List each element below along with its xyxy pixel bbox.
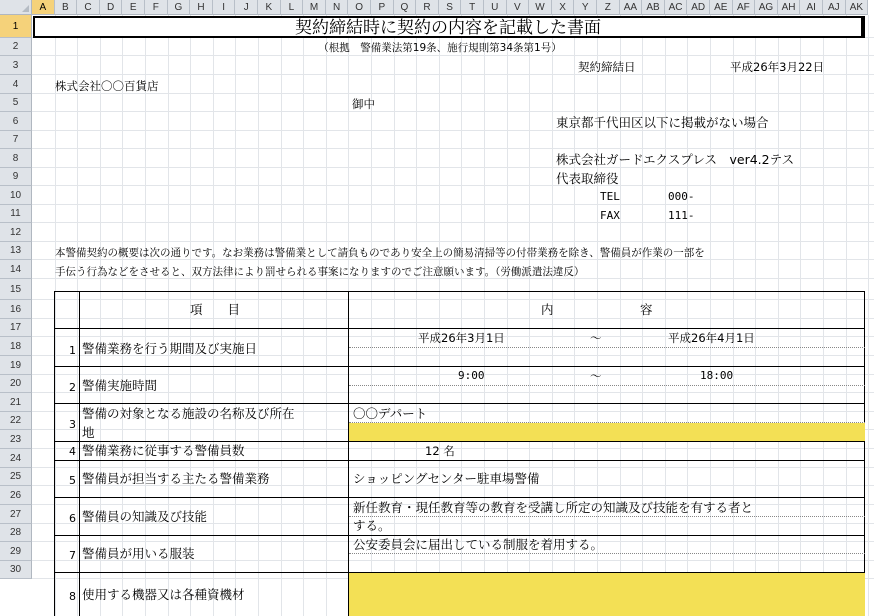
header-content-2: 容	[640, 302, 653, 317]
column-header[interactable]: H	[190, 0, 213, 15]
representative: 代表取締役	[556, 171, 619, 186]
column-header[interactable]: S	[439, 0, 462, 15]
item-label: 使用する機器又は各種資機材	[82, 587, 245, 602]
column-header[interactable]: Z	[597, 0, 620, 15]
row-header[interactable]: 17	[0, 319, 32, 337]
row-border	[54, 535, 865, 536]
row-header[interactable]: 10	[0, 186, 32, 205]
column-header[interactable]: J	[235, 0, 258, 15]
skills-line-2: する。	[353, 518, 391, 533]
gridline	[32, 93, 874, 94]
client-name: 株式会社〇〇百貨店	[55, 79, 159, 93]
row-header[interactable]: 11	[0, 205, 32, 223]
row-header[interactable]: 9	[0, 168, 32, 186]
fax-label: FAX	[600, 209, 620, 222]
row-header[interactable]: 13	[0, 242, 32, 260]
table-divider	[79, 291, 80, 616]
item-label-cont: 地	[82, 425, 95, 440]
gridline	[32, 148, 874, 149]
column-header[interactable]: L	[281, 0, 304, 15]
item-label: 警備員の知識及び技能	[82, 509, 208, 524]
column-header[interactable]: AI	[800, 0, 823, 15]
gridline	[32, 167, 874, 168]
period-to: 平成26年4月1日	[668, 331, 755, 345]
period-from: 平成26年3月1日	[418, 331, 505, 345]
equipment-input[interactable]	[349, 573, 865, 616]
column-header[interactable]: D	[100, 0, 123, 15]
row-header[interactable]: 3	[0, 56, 32, 75]
column-header[interactable]: AC	[665, 0, 688, 15]
gridline	[32, 111, 874, 112]
table-divider	[348, 291, 349, 616]
guard-count: 12 名	[425, 444, 455, 458]
column-header[interactable]: T	[461, 0, 484, 15]
row-border	[54, 497, 865, 498]
column-header[interactable]: B	[55, 0, 78, 15]
gridline	[32, 222, 874, 223]
item-number: 5	[69, 474, 76, 487]
gridline	[32, 130, 874, 131]
row-header[interactable]: 23	[0, 430, 32, 449]
row-header[interactable]: 15	[0, 279, 32, 300]
notice-line-2: 手伝う行為などをさせると、双方法律により罰せられる事案になりますのでご注意願います。（労働派遣法違反）	[55, 266, 585, 278]
uniform: 公安委員会に届出している制服を着用する。	[353, 537, 604, 552]
item-number: 6	[69, 512, 76, 525]
item-number: 3	[69, 418, 76, 431]
column-header[interactable]: AF	[733, 0, 756, 15]
column-header[interactable]: N	[326, 0, 349, 15]
gridline	[32, 185, 874, 186]
row-header[interactable]: 25	[0, 468, 32, 486]
column-header[interactable]: U	[484, 0, 507, 15]
column-header[interactable]: V	[507, 0, 530, 15]
tel-value: 000-	[668, 190, 695, 203]
item-label: 警備実施時間	[82, 378, 158, 393]
item-number: 1	[69, 344, 76, 357]
company-name: 株式会社ガードエクスプレス ver4.2テス	[556, 152, 795, 167]
dotted-separator	[349, 385, 865, 386]
row-border	[54, 366, 865, 367]
column-header[interactable]: Q	[394, 0, 417, 15]
row-header[interactable]: 29	[0, 542, 32, 561]
time-sep: ～	[590, 369, 602, 383]
column-header[interactable]: R	[416, 0, 439, 15]
row-header[interactable]: 21	[0, 393, 32, 412]
select-all-corner[interactable]	[0, 0, 32, 15]
header-item: 項 目	[190, 302, 241, 317]
item-label: 警備員が用いる服装	[82, 546, 195, 561]
column-header[interactable]: P	[371, 0, 394, 15]
row-header[interactable]: 22	[0, 412, 32, 430]
column-header[interactable]: I	[213, 0, 236, 15]
column-header[interactable]: M	[303, 0, 326, 15]
notice-line-1: 本警備契約の概要は次の通りです。なお業務は警備業として請負ものであり安全上の簡易清掃等の付帯業務を除き、警備員が作業の一部を	[55, 247, 705, 259]
main-duty: ショッピングセンター駐車場警備	[353, 471, 540, 486]
column-header[interactable]: G	[168, 0, 191, 15]
gridline	[32, 204, 874, 205]
column-header[interactable]: F	[145, 0, 168, 15]
row-header[interactable]: 5	[0, 94, 32, 112]
gridline	[32, 55, 874, 56]
column-header[interactable]: O	[348, 0, 371, 15]
column-header[interactable]: AE	[710, 0, 733, 15]
dotted-separator	[349, 553, 865, 554]
row-header[interactable]: 1	[0, 15, 32, 38]
item-label: 警備業務を行う期間及び実施日	[82, 341, 258, 356]
column-header[interactable]: AB	[642, 0, 665, 15]
item-number: 7	[69, 549, 76, 562]
dotted-separator	[349, 347, 865, 348]
tel-label: TEL	[600, 190, 620, 203]
item-label: 警備の対象となる施設の名称及び所在	[82, 406, 295, 421]
row-header[interactable]: 4	[0, 75, 32, 94]
column-header[interactable]: X	[552, 0, 575, 15]
contract-date: 平成26年3月22日	[730, 60, 825, 74]
column-header[interactable]: C	[77, 0, 100, 15]
column-header[interactable]: AJ	[823, 0, 846, 15]
row-border	[54, 403, 865, 404]
contract-date-label: 契約締結日	[578, 60, 636, 74]
row-header[interactable]: 19	[0, 356, 32, 375]
column-header[interactable]: AK	[846, 0, 869, 15]
column-header[interactable]: Y	[574, 0, 597, 15]
column-header[interactable]: AG	[755, 0, 778, 15]
row-header[interactable]: 16	[0, 300, 32, 319]
column-header[interactable]: A	[32, 0, 55, 15]
column-header[interactable]: E	[122, 0, 145, 15]
column-header[interactable]: K	[258, 0, 281, 15]
time-to: 18:00	[700, 369, 734, 382]
row-header[interactable]: 27	[0, 505, 32, 524]
row-header[interactable]: 14	[0, 260, 32, 279]
column-header[interactable]: W	[529, 0, 552, 15]
item-number: 2	[69, 381, 76, 394]
header-content-1: 内	[541, 302, 554, 317]
item-number: 4	[69, 445, 76, 458]
company-address: 東京都千代田区以下に掲載がない場合	[556, 115, 769, 130]
row-header[interactable]: 7	[0, 131, 32, 149]
period-sep: ～	[590, 331, 602, 345]
dotted-separator	[349, 516, 865, 517]
row-header[interactable]: 2	[0, 38, 32, 56]
gridline	[32, 74, 874, 75]
column-header[interactable]: AH	[778, 0, 801, 15]
item-label: 警備業務に従事する警備員数	[82, 443, 245, 458]
facility-name: 〇〇デパート	[353, 406, 428, 421]
honorific: 御中	[352, 97, 375, 111]
time-from: 9:00	[458, 369, 485, 382]
fax-value: 111-	[668, 209, 695, 222]
gridline	[32, 241, 874, 242]
row-header[interactable]: 6	[0, 112, 32, 131]
subtitle: （根拠 警備業法第19条、施行規則第34条第1号）	[318, 42, 562, 54]
row-header[interactable]: 18	[0, 337, 32, 356]
row-header[interactable]: 12	[0, 223, 32, 242]
row-border	[54, 328, 865, 329]
gridline	[868, 15, 869, 616]
row-header[interactable]: 24	[0, 449, 32, 468]
column-header[interactable]: AA	[620, 0, 643, 15]
item-label: 警備員が担当する主たる警備業務	[82, 471, 270, 486]
row-header[interactable]: 8	[0, 149, 32, 168]
row-header[interactable]: 20	[0, 375, 32, 393]
facility-address-input[interactable]	[349, 423, 865, 441]
row-header[interactable]: 26	[0, 486, 32, 505]
row-border	[54, 460, 865, 461]
row-header[interactable]: 30	[0, 561, 32, 579]
row-border	[54, 441, 865, 442]
title-cell[interactable]	[33, 16, 865, 38]
page-title: 契約締結時に契約の内容を記載した書面	[295, 18, 601, 38]
skills-line-1: 新任教育・現任教育等の教育を受講し所定の知識及び技能を有する者と	[353, 500, 754, 515]
row-header[interactable]: 28	[0, 524, 32, 542]
item-number: 8	[69, 590, 76, 603]
column-header[interactable]: AD	[687, 0, 710, 15]
